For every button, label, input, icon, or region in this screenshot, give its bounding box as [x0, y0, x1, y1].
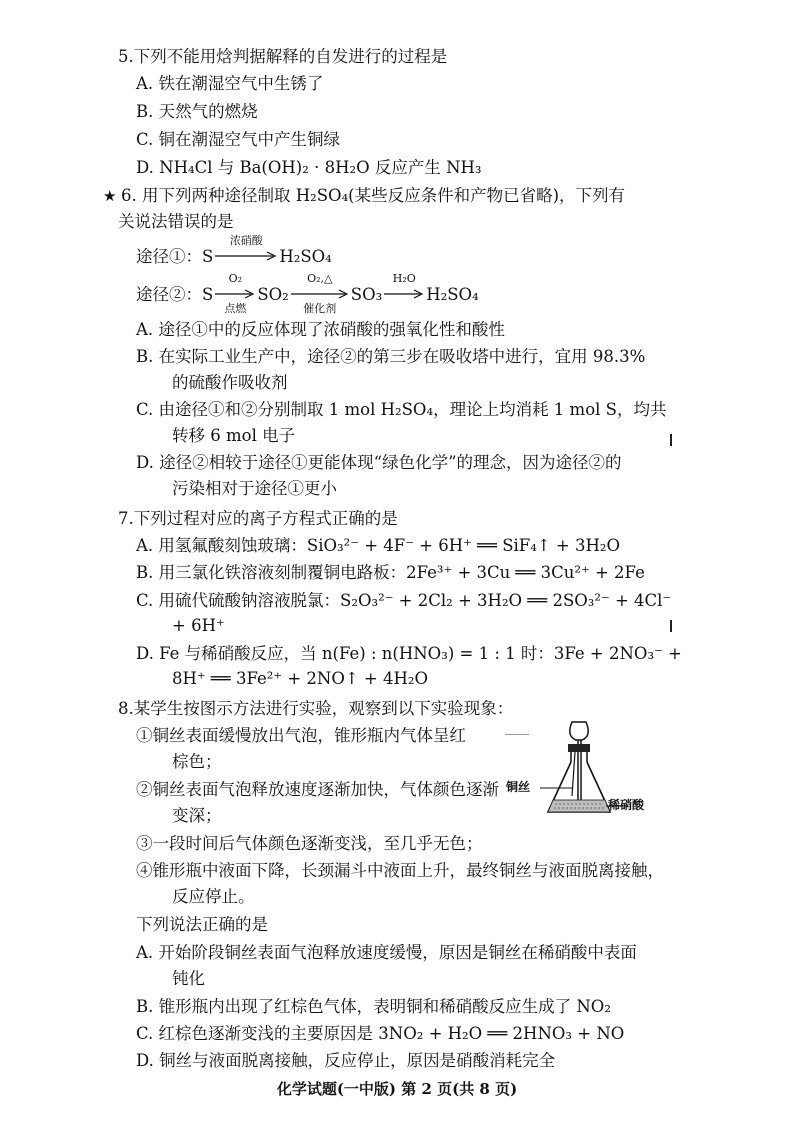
q6-option-b-line1: B. 在实际工业生产中，途径②的第三步在吸收塔中进行，宜用 98.3% — [136, 347, 646, 366]
right-arrow-icon — [384, 288, 424, 300]
q6-option-a: A. 途径①中的反应体现了浓硝酸的强氧化性和酸性 — [136, 320, 505, 339]
route2-product: H₂SO₄ — [426, 285, 479, 304]
q6-option-d-line1: D. 途径②相较于途径①更能体现“绿色化学”的理念，因为途径②的 — [136, 453, 622, 472]
q8-phenomenon-2b: 变深； — [172, 806, 222, 825]
q5-option-b: B. 天然气的燃烧 — [136, 102, 258, 121]
star-icon: ★ — [103, 187, 117, 205]
q6-option-d-line2: 污染相对于途径①更小 — [172, 479, 337, 498]
q6-stem-line1: 6. 用下列两种途径制取 H₂SO₄(某些反应条件和产物已省略)，下列有 — [121, 186, 626, 205]
q7-option-a: A. 用氢氟酸刻蚀玻璃：SiO₃²⁻ + 4F⁻ + 6H⁺ ══ SiF₄↑ + 3H₂O — [136, 536, 621, 555]
q8-option-b: B. 锥形瓶内出现了红棕色气体，表明铜和稀硝酸反应生成了 NO₂ — [136, 997, 611, 1016]
q8-phenomenon-2a: ②铜丝表面气泡释放速度逐渐加快，气体颜色逐渐 — [136, 780, 499, 799]
q7-option-d-line2: 8H⁺ ══ 3Fe²⁺ + 2NO↑ + 4H₂O — [172, 669, 429, 688]
q8-ask: 下列说法正确的是 — [136, 915, 268, 934]
route2-arrow2-bottom: 催化剂 — [303, 302, 337, 315]
route2-arrow-3 — [384, 272, 424, 300]
q8-phenomenon-4b: 反应停止。 — [172, 887, 255, 906]
page-footer: 化学试题(一中版) 第 2 页(共 8 页) — [276, 1080, 518, 1098]
q6-option-c-line1: C. 由途径①和②分别制取 1 mol H₂SO₄，理论上均消耗 1 mol S，均共 — [136, 400, 667, 419]
q8-option-a-line2: 钝化 — [172, 969, 205, 988]
q7-option-d-line1: D. Fe 与稀硝酸反应，当 n(Fe) : n(HNO₃) = 1 : 1 时：3Fe + 2NO₃⁻ + — [136, 644, 682, 663]
q5-stem: 5.下列不能用焓判据解释的自发进行的过程是 — [118, 47, 448, 66]
margin-mark — [670, 620, 672, 632]
margin-mark — [505, 734, 529, 735]
right-arrow-icon — [215, 288, 255, 300]
q7-option-c-line2: + 6H⁺ — [172, 616, 225, 635]
route2-arrow2-top: O₂,△ — [307, 272, 333, 285]
q8-phenomenon-1b: 棕色； — [172, 752, 222, 771]
q6-route2 — [136, 272, 479, 315]
q8-phenomenon-4a: ④锥形瓶中液面下降，长颈漏斗中液面上升，最终铜丝与液面脱离接触， — [136, 861, 664, 880]
q6-option-b-line2: 的硫酸作吸收剂 — [172, 373, 288, 392]
route1-prefix: 途径①：S — [136, 247, 214, 266]
q5-option-c: C. 铜在潮湿空气中产生铜绿 — [136, 130, 341, 149]
route2-mid2: SO₃ — [350, 285, 383, 304]
apparatus-figure — [506, 718, 660, 818]
figure-label-wire: 铜丝 — [506, 780, 531, 794]
q7-option-c-line1: C. 用硫代硫酸钠溶液脱氯：S₂O₃²⁻ + 2Cl₂ + 3H₂O ══ 2SO₃²⁻ + 4Cl⁻ — [136, 591, 672, 610]
route2-arrow1-bottom: 点燃 — [224, 302, 247, 315]
route2-arrow-1 — [215, 272, 255, 315]
q8-phenomenon-1a: ①铜丝表面缓慢放出气泡，锥形瓶内气体呈红 — [136, 726, 466, 745]
route2-arrow3-top: H₂O — [392, 272, 416, 285]
margin-mark — [670, 434, 672, 446]
right-arrow-icon — [291, 288, 349, 300]
q6-option-c-line2: 转移 6 mol 电子 — [172, 426, 296, 445]
route1-arrow — [215, 234, 277, 262]
q8-stem: 8.某学生按图示方法进行实验，观察到以下实验现象： — [118, 699, 514, 718]
q8-phenomenon-3: ③一段时间后气体颜色逐渐变浅，至几乎无色； — [136, 834, 483, 853]
route2-mid1: SO₂ — [257, 285, 289, 304]
route1-product: H₂SO₄ — [279, 247, 332, 266]
q7-stem: 7.下列过程对应的离子方程式正确的是 — [118, 509, 398, 528]
q8-option-a-line1: A. 开始阶段铜丝表面气泡释放速度缓慢，原因是铜丝在稀硝酸中表面 — [136, 943, 637, 962]
q5-option-a: A. 铁在潮湿空气中生锈了 — [136, 74, 324, 93]
route1-arrow-label: 浓硝酸 — [229, 234, 263, 247]
q8-option-d: D. 铜丝与液面脱离接触，反应停止，原因是硝酸消耗完全 — [136, 1051, 556, 1070]
q7-option-b: B. 用三氯化铁溶液刻制覆铜电路板：2Fe³⁺ + 3Cu ══ 3Cu²⁺ + 2Fe — [136, 563, 645, 582]
q8-option-c: C. 红棕色逐渐变浅的主要原因是 3NO₂ + H₂O ══ 2HNO₃ + NO — [136, 1024, 625, 1043]
route2-arrow-2 — [291, 272, 349, 315]
q6-stem-line2: 关说法错误的是 — [118, 212, 234, 231]
q5-option-d: D. NH₄Cl 与 Ba(OH)₂ · 8H₂O 反应产生 NH₃ — [136, 158, 482, 177]
route2-prefix: 途径②：S — [136, 285, 214, 304]
right-arrow-icon — [215, 250, 277, 262]
route2-arrow1-top: O₂ — [228, 272, 243, 285]
figure-label-acid: 稀硝酸 — [608, 798, 645, 812]
q6-route1 — [136, 234, 332, 269]
